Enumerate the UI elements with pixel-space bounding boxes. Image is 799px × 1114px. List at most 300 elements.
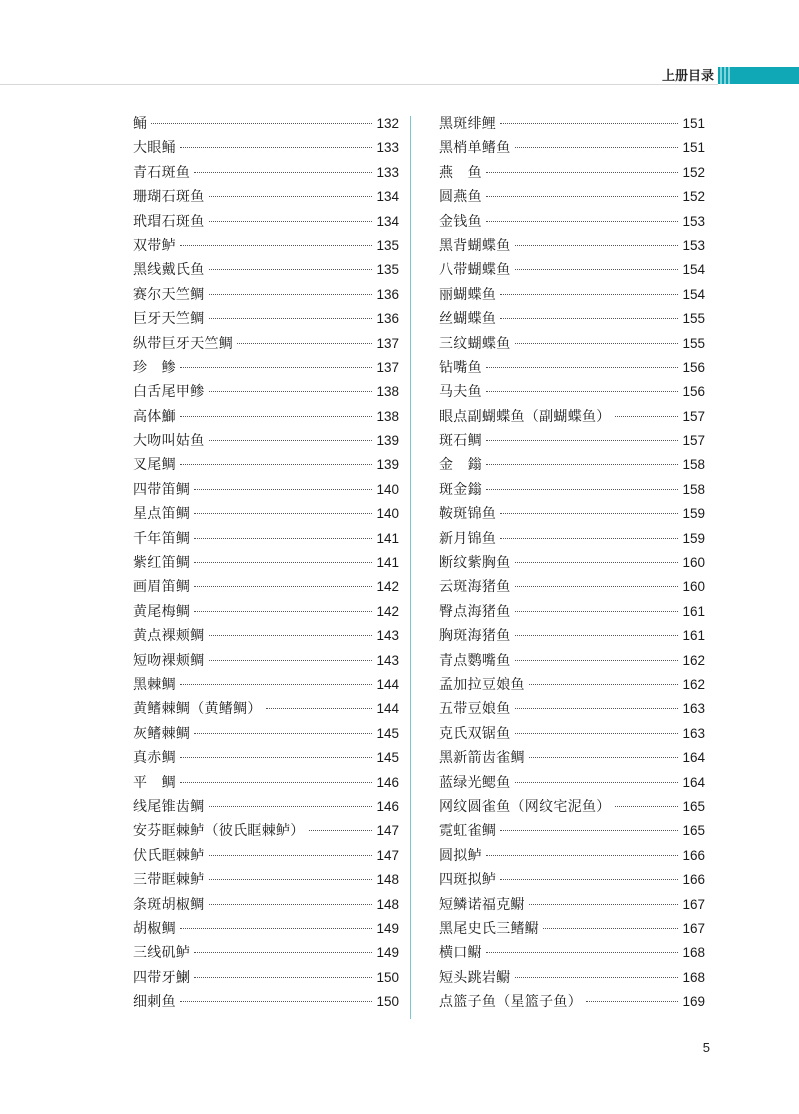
dot-leader xyxy=(309,830,373,831)
toc-entry[interactable] xyxy=(133,112,399,136)
toc-entry[interactable] xyxy=(133,161,399,185)
toc-entry-title: 蓝绿光鳃鱼 xyxy=(439,774,511,791)
dot-leader xyxy=(515,635,679,636)
toc-entry[interactable] xyxy=(439,283,705,307)
toc-entry-page: 138 xyxy=(376,384,399,400)
toc-entry[interactable] xyxy=(439,746,705,770)
header-accent-bar xyxy=(718,67,799,84)
dot-leader xyxy=(180,1001,373,1002)
toc-entry-title: 短鳞诺福克鳚 xyxy=(439,896,525,913)
toc-entry-title: 横口鳚 xyxy=(439,945,482,962)
toc-entry-title: 四带牙鯻 xyxy=(133,969,191,986)
toc-entry[interactable] xyxy=(439,600,705,624)
toc-entry-title: 云斑海猪鱼 xyxy=(439,579,511,596)
dot-leader xyxy=(209,660,373,661)
toc-entry-title: 黑斑绯鲤 xyxy=(439,116,497,132)
toc-entry-page: 137 xyxy=(376,359,399,375)
toc-entry-page: 136 xyxy=(376,311,399,327)
toc-entry-page: 158 xyxy=(682,457,705,473)
toc-entry[interactable] xyxy=(133,673,399,697)
toc-entry[interactable] xyxy=(439,893,705,917)
toc-entry[interactable] xyxy=(133,210,399,234)
toc-entry-title: 紫红笛鲷 xyxy=(133,555,191,572)
dot-leader xyxy=(515,611,679,612)
toc-entry-title: 千年笛鲷 xyxy=(133,530,191,547)
toc-entry-page: 149 xyxy=(376,945,399,961)
dot-leader xyxy=(486,196,679,197)
toc-entry-page: 163 xyxy=(682,701,705,717)
toc-entry-title: 星点笛鲷 xyxy=(133,506,191,523)
dot-leader xyxy=(486,391,679,392)
dot-leader xyxy=(194,513,372,514)
toc-entry-page: 157 xyxy=(682,408,705,424)
toc-entry[interactable] xyxy=(439,575,705,599)
toc-entry-page: 141 xyxy=(376,555,399,571)
toc-entry[interactable] xyxy=(133,893,399,917)
toc-entry-title: 黑线戴氏鱼 xyxy=(133,262,205,279)
dot-leader xyxy=(209,879,373,880)
toc-entry-title: 金 鎓 xyxy=(439,457,482,474)
toc-entry[interactable] xyxy=(133,600,399,624)
toc-entry[interactable] xyxy=(133,405,399,429)
toc-entry[interactable] xyxy=(133,990,399,1014)
toc-entry-title: 双带鲈 xyxy=(133,237,176,254)
dot-leader xyxy=(486,464,679,465)
dot-leader xyxy=(486,489,679,490)
dot-leader xyxy=(194,172,372,173)
toc-entry-title: 五带豆娘鱼 xyxy=(439,701,511,718)
dot-leader xyxy=(194,611,372,612)
toc-entry[interactable] xyxy=(439,990,705,1014)
toc-entry-page: 135 xyxy=(376,262,399,278)
toc-entry-page: 168 xyxy=(682,969,705,985)
toc-entry[interactable] xyxy=(133,868,399,892)
toc-entry-title: 断纹紫胸鱼 xyxy=(439,555,511,572)
toc-entry-page: 135 xyxy=(376,237,399,253)
toc-entry-title: 灰鳍棘鲷 xyxy=(133,725,191,742)
toc-entry-title: 黄鳍棘鲷（黄鳍鲷） xyxy=(133,701,262,718)
toc-entry[interactable] xyxy=(439,161,705,185)
toc-entry-title: 真赤鲷 xyxy=(133,750,176,767)
toc-entry[interactable] xyxy=(133,429,399,453)
toc-entry[interactable] xyxy=(439,502,705,526)
toc-entry[interactable] xyxy=(133,917,399,941)
dot-leader xyxy=(209,855,373,856)
dot-leader xyxy=(486,952,679,953)
toc-entry[interactable] xyxy=(133,771,399,795)
toc-entry[interactable] xyxy=(133,527,399,551)
toc-entry-page: 145 xyxy=(376,725,399,741)
dot-leader xyxy=(515,733,679,734)
dot-leader xyxy=(209,904,373,905)
toc-entry-title: 青石斑鱼 xyxy=(133,164,191,181)
toc-entry-page: 167 xyxy=(682,896,705,912)
toc-entry-page: 143 xyxy=(376,652,399,668)
dot-leader xyxy=(515,245,679,246)
dot-leader xyxy=(180,684,373,685)
toc-entry-page: 153 xyxy=(682,237,705,253)
toc-entry-title: 斑石鲷 xyxy=(439,433,482,450)
toc-entry[interactable] xyxy=(133,844,399,868)
toc-entry-page: 155 xyxy=(682,335,705,351)
toc-entry-page: 154 xyxy=(682,262,705,278)
dot-leader xyxy=(515,343,679,344)
toc-entry[interactable] xyxy=(439,136,705,160)
toc-entry-title: 平 鲷 xyxy=(133,774,176,791)
toc-entry[interactable] xyxy=(133,575,399,599)
toc-entry-page: 142 xyxy=(376,579,399,595)
dot-leader xyxy=(500,123,678,124)
toc-entry[interactable] xyxy=(133,624,399,648)
toc-entry-page: 153 xyxy=(682,213,705,229)
dot-leader xyxy=(615,416,679,417)
dot-leader xyxy=(180,147,373,148)
toc-entry-page: 156 xyxy=(682,384,705,400)
dot-leader xyxy=(209,221,373,222)
toc-entry-title: 眼点副蝴蝶鱼（副蝴蝶鱼） xyxy=(439,408,611,425)
toc-entry-title: 黑棘鲷 xyxy=(133,676,176,693)
toc-entry-page: 166 xyxy=(682,847,705,863)
dot-leader xyxy=(486,855,679,856)
toc-entry-page: 160 xyxy=(682,555,705,571)
toc-entry-page: 148 xyxy=(376,872,399,888)
toc-entry[interactable] xyxy=(439,332,705,356)
toc-entry-title: 黑梢单鳍鱼 xyxy=(439,140,511,157)
dot-leader xyxy=(500,294,678,295)
toc-entry-page: 148 xyxy=(376,896,399,912)
toc-entry-title: 三纹蝴蝶鱼 xyxy=(439,335,511,352)
toc-entry-title: 鞍斑锦鱼 xyxy=(439,506,497,523)
dot-leader xyxy=(515,977,679,978)
toc-entry-title: 赛尔天竺鲷 xyxy=(133,286,205,303)
toc-entry-page: 147 xyxy=(376,847,399,863)
toc-entry[interactable] xyxy=(439,795,705,819)
dot-leader xyxy=(237,343,372,344)
toc-entry-title: 八带蝴蝶鱼 xyxy=(439,262,511,279)
toc-entry-page: 136 xyxy=(376,286,399,302)
toc-entry-title: 珍 鲹 xyxy=(133,359,176,376)
toc-entry[interactable] xyxy=(439,307,705,331)
toc-entry-title: 纵带巨牙天竺鲷 xyxy=(133,335,234,352)
dot-leader xyxy=(529,757,679,758)
toc-entry-title: 珊瑚石斑鱼 xyxy=(133,189,205,206)
toc-entry[interactable] xyxy=(439,258,705,282)
dot-leader xyxy=(194,733,372,734)
toc-entry-title: 点篮子鱼（星篮子鱼） xyxy=(439,994,582,1011)
dot-leader xyxy=(515,147,679,148)
toc-entry-title: 胸斑海猪鱼 xyxy=(439,628,511,645)
toc-entry[interactable] xyxy=(439,405,705,429)
toc-entry-page: 140 xyxy=(376,506,399,522)
toc-entry-page: 160 xyxy=(682,579,705,595)
dot-leader xyxy=(500,538,678,539)
dot-leader xyxy=(209,806,373,807)
toc-entry-page: 134 xyxy=(376,213,399,229)
toc-entry[interactable] xyxy=(133,941,399,965)
toc-entry-page: 132 xyxy=(376,116,399,131)
toc-entry[interactable] xyxy=(439,819,705,843)
toc-entry[interactable] xyxy=(439,722,705,746)
toc-entry-title: 新月锦鱼 xyxy=(439,530,497,547)
dot-leader xyxy=(543,928,678,929)
toc-entry-page: 144 xyxy=(376,701,399,717)
toc-entry-page: 163 xyxy=(682,725,705,741)
toc-entry[interactable] xyxy=(439,697,705,721)
toc-entry-page: 166 xyxy=(682,872,705,888)
toc-entry-title: 青点鹦嘴鱼 xyxy=(439,652,511,669)
dot-leader xyxy=(194,562,372,563)
toc-entry[interactable] xyxy=(133,136,399,160)
toc-entry-page: 137 xyxy=(376,335,399,351)
dot-leader xyxy=(515,562,679,563)
toc-entry-title: 丽蝴蝶鱼 xyxy=(439,286,497,303)
dot-leader xyxy=(151,123,372,124)
toc-entry[interactable] xyxy=(133,722,399,746)
toc-entry-title: 克氏双锯鱼 xyxy=(439,725,511,742)
toc-entry-page: 169 xyxy=(682,994,705,1010)
toc-entry-title: 霓虹雀鲷 xyxy=(439,823,497,840)
toc-entry-page: 139 xyxy=(376,457,399,473)
dot-leader xyxy=(586,1001,678,1002)
toc-entry-page: 151 xyxy=(682,116,705,131)
toc-entry-page: 162 xyxy=(682,652,705,668)
section-title: 上册目录 xyxy=(661,69,714,84)
toc-entry-page: 152 xyxy=(682,189,705,205)
toc-entry-title: 白舌尾甲鲹 xyxy=(133,384,205,401)
toc-column-right xyxy=(439,112,705,1014)
toc-entry-page: 138 xyxy=(376,408,399,424)
column-divider xyxy=(410,116,411,1019)
dot-leader xyxy=(486,367,679,368)
toc-entry[interactable] xyxy=(133,551,399,575)
toc-entry-page: 147 xyxy=(376,823,399,839)
toc-entry[interactable] xyxy=(439,624,705,648)
toc-entry-title: 巨牙天竺鲷 xyxy=(133,311,205,328)
toc-entry[interactable] xyxy=(439,356,705,380)
toc-entry[interactable] xyxy=(439,478,705,502)
toc-entry-title: 斑金鎓 xyxy=(439,481,482,498)
toc-entry[interactable] xyxy=(133,819,399,843)
toc-entry-page: 155 xyxy=(682,311,705,327)
toc-entry[interactable] xyxy=(439,112,705,136)
toc-entry[interactable] xyxy=(439,210,705,234)
dot-leader xyxy=(180,367,373,368)
dot-leader xyxy=(194,489,372,490)
toc-entry-title: 圆拟鲈 xyxy=(439,847,482,864)
toc-entry[interactable] xyxy=(439,234,705,258)
toc-entry-title: 线尾锥齿鲷 xyxy=(133,798,205,815)
dot-leader xyxy=(209,440,373,441)
dot-leader xyxy=(515,708,679,709)
toc-entry-page: 146 xyxy=(376,798,399,814)
toc-entry[interactable] xyxy=(439,429,705,453)
toc-entry-title: 马夫鱼 xyxy=(439,384,482,401)
toc-entry[interactable] xyxy=(133,258,399,282)
toc-entry-page: 167 xyxy=(682,920,705,936)
toc-entry-page: 159 xyxy=(682,530,705,546)
toc-entry-title: 黄点裸颊鲷 xyxy=(133,628,205,645)
dot-leader xyxy=(615,806,679,807)
toc-entry[interactable] xyxy=(439,527,705,551)
toc-entry-title: 大眼鲬 xyxy=(133,140,176,157)
toc-entry-page: 139 xyxy=(376,433,399,449)
toc-entry[interactable] xyxy=(133,380,399,404)
toc-entry-page: 161 xyxy=(682,628,705,644)
toc-entry-title: 大吻叫姑鱼 xyxy=(133,433,205,450)
toc-entry-title: 黑背蝴蝶鱼 xyxy=(439,237,511,254)
toc-entry-page: 134 xyxy=(376,189,399,205)
toc-entry-title: 高体鰤 xyxy=(133,408,176,425)
toc-entry-title: 黑新箭齿雀鲷 xyxy=(439,750,525,767)
toc-entry-page: 150 xyxy=(376,994,399,1010)
toc-entry[interactable] xyxy=(439,453,705,477)
toc-entry[interactable] xyxy=(439,844,705,868)
dot-leader xyxy=(515,586,679,587)
dot-leader xyxy=(529,684,679,685)
toc-entry-title: 四斑拟鲈 xyxy=(439,872,497,889)
toc-entry-page: 158 xyxy=(682,481,705,497)
toc-entry-page: 165 xyxy=(682,823,705,839)
toc-entry[interactable] xyxy=(133,234,399,258)
dot-leader xyxy=(209,196,373,197)
toc-entry[interactable] xyxy=(133,356,399,380)
dot-leader xyxy=(180,928,373,929)
toc-entry-title: 钻嘴鱼 xyxy=(439,359,482,376)
toc-entry-page: 168 xyxy=(682,945,705,961)
toc-entry-title: 四带笛鲷 xyxy=(133,481,191,498)
toc-entry-title: 短吻裸颊鲷 xyxy=(133,652,205,669)
dot-leader xyxy=(209,318,373,319)
toc-entry-page: 165 xyxy=(682,798,705,814)
toc-entry-page: 133 xyxy=(376,164,399,180)
toc-column-left xyxy=(133,112,399,1014)
toc-entry-page: 152 xyxy=(682,164,705,180)
toc-entry-title: 孟加拉豆娘鱼 xyxy=(439,676,525,693)
toc-entry[interactable] xyxy=(439,966,705,990)
toc-entry-title: 安芬眶棘鲈（彼氏眶棘鲈） xyxy=(133,823,305,840)
toc-entry[interactable] xyxy=(133,307,399,331)
toc-entry[interactable] xyxy=(439,185,705,209)
dot-leader xyxy=(194,952,372,953)
dot-leader xyxy=(180,757,373,758)
toc-entry-page: 146 xyxy=(376,774,399,790)
toc-entry[interactable] xyxy=(133,185,399,209)
toc-entry-page: 164 xyxy=(682,750,705,766)
toc-entry[interactable] xyxy=(439,868,705,892)
toc-entry-page: 157 xyxy=(682,433,705,449)
toc-entry-page: 156 xyxy=(682,359,705,375)
toc-entry-title: 胡椒鲷 xyxy=(133,920,176,937)
dot-leader xyxy=(194,586,372,587)
toc-entry-title: 圆燕鱼 xyxy=(439,189,482,206)
toc-entry-title: 臀点海猪鱼 xyxy=(439,603,511,620)
toc-entry-title: 细刺鱼 xyxy=(133,994,176,1011)
dot-leader xyxy=(486,440,679,441)
toc-entry-page: 140 xyxy=(376,481,399,497)
toc-entry[interactable] xyxy=(133,478,399,502)
toc-entry-page: 159 xyxy=(682,506,705,522)
dot-leader xyxy=(266,708,373,709)
toc-entry-page: 145 xyxy=(376,750,399,766)
toc-entry[interactable] xyxy=(133,697,399,721)
toc-entry-title: 画眉笛鲷 xyxy=(133,579,191,596)
toc-entry[interactable] xyxy=(133,649,399,673)
toc-entry[interactable] xyxy=(439,917,705,941)
toc-entry[interactable] xyxy=(439,673,705,697)
header-rule xyxy=(0,84,718,85)
toc-entry-page: 162 xyxy=(682,676,705,692)
dot-leader xyxy=(486,221,679,222)
toc-entry[interactable] xyxy=(439,771,705,795)
toc-entry[interactable] xyxy=(133,966,399,990)
toc-entry-title: 黑尾史氏三鳍鳚 xyxy=(439,920,540,937)
dot-leader xyxy=(194,977,372,978)
dot-leader xyxy=(515,782,679,783)
toc-entry-page: 161 xyxy=(682,603,705,619)
toc-entry-title: 丝蝴蝶鱼 xyxy=(439,311,497,328)
dot-leader xyxy=(515,269,679,270)
toc-entry-title: 三带眶棘鲈 xyxy=(133,872,205,889)
toc-entry[interactable] xyxy=(439,649,705,673)
toc-entry-page: 142 xyxy=(376,603,399,619)
dot-leader xyxy=(209,269,373,270)
toc-entry-title: 叉尾鲷 xyxy=(133,457,176,474)
toc-entry-page: 150 xyxy=(376,969,399,985)
toc-entry-title: 短头跳岩鳚 xyxy=(439,969,511,986)
toc-entry[interactable] xyxy=(439,380,705,404)
dot-leader xyxy=(180,416,373,417)
toc-entry-title: 条斑胡椒鲷 xyxy=(133,896,205,913)
toc-entry-title: 玳瑁石斑鱼 xyxy=(133,213,205,230)
toc-entry[interactable] xyxy=(133,332,399,356)
toc-entry-title: 黄尾梅鲷 xyxy=(133,603,191,620)
toc-entry[interactable] xyxy=(439,941,705,965)
toc-entry-page: 141 xyxy=(376,530,399,546)
toc-entry-page: 154 xyxy=(682,286,705,302)
toc-entry-page: 149 xyxy=(376,920,399,936)
dot-leader xyxy=(500,830,678,831)
toc-entry-page: 144 xyxy=(376,676,399,692)
toc-entry-page: 143 xyxy=(376,628,399,644)
toc-entry-title: 金钱鱼 xyxy=(439,213,482,230)
dot-leader xyxy=(500,879,678,880)
toc-entry[interactable] xyxy=(439,551,705,575)
toc-entry[interactable] xyxy=(133,502,399,526)
dot-leader xyxy=(180,464,373,465)
toc-entry-title: 燕 鱼 xyxy=(439,164,482,181)
page-number: 5 xyxy=(702,1040,710,1055)
dot-leader xyxy=(500,513,678,514)
toc-entry-page: 133 xyxy=(376,140,399,156)
toc-entry[interactable] xyxy=(133,746,399,770)
toc-entry-title: 鲬 xyxy=(133,116,148,132)
dot-leader xyxy=(529,904,679,905)
toc-entry-title: 三线矶鲈 xyxy=(133,945,191,962)
dot-leader xyxy=(500,318,678,319)
toc-entry-title: 网纹圆雀鱼（网纹宅泥鱼） xyxy=(439,798,611,815)
toc-entry[interactable] xyxy=(133,795,399,819)
toc-entry[interactable] xyxy=(133,283,399,307)
dot-leader xyxy=(180,245,373,246)
toc-entry-title: 伏氏眶棘鲈 xyxy=(133,847,205,864)
dot-leader xyxy=(194,538,372,539)
dot-leader xyxy=(209,294,373,295)
toc-entry[interactable] xyxy=(133,453,399,477)
dot-leader xyxy=(209,391,373,392)
dot-leader xyxy=(180,782,373,783)
dot-leader xyxy=(209,635,373,636)
toc-entry-page: 151 xyxy=(682,140,705,156)
